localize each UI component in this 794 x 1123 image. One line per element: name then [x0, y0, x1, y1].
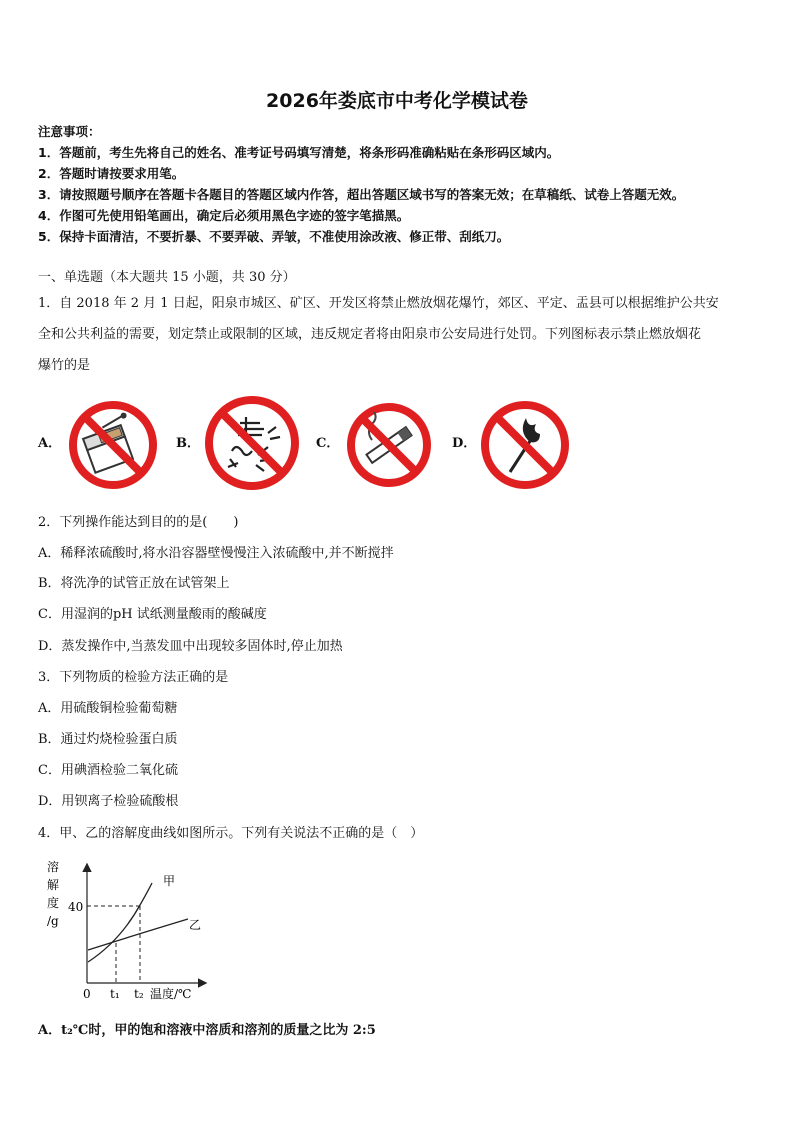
no-matches-icon	[66, 398, 160, 492]
question-2-stem: 2．下列操作能达到目的的是( )	[38, 515, 239, 530]
no-open-flame-icon	[478, 398, 572, 492]
y-label-char: /g	[47, 914, 59, 928]
question-3-stem: 3．下列物质的检验方法正确的是	[38, 670, 229, 685]
notice-item: 4．作图可先使用铅笔画出，确定后必须用黑色字迹的签字笔描黑。	[38, 208, 410, 223]
section-heading: 一、单选题（本大题共 15 小题，共 30 分）	[38, 270, 296, 285]
option-d-label: D．	[452, 436, 477, 451]
question-2-option-b: B．将洗净的试管正放在试管架上	[38, 576, 230, 591]
notice-heading: 注意事项：	[38, 124, 101, 139]
question-3-option-c: C．用碘酒检验二氧化硫	[38, 763, 178, 778]
question-3-option-d: D．用钡离子检验硫酸根	[38, 794, 179, 809]
notice-item: 3．请按照题号顺序在答题卡各题目的答题区域内作答，超出答题区域书写的答案无效；在草稿纸、试卷上答题无效。	[38, 187, 685, 202]
no-smoking-icon	[344, 400, 434, 490]
option-c-label: C．	[316, 436, 340, 451]
question-1-line: 全和公共利益的需要，划定禁止或限制的区域，违反规定者将由阳泉市公安局进行处罚。下列图标表示禁止燃放烟花	[38, 327, 702, 342]
curve-jia	[88, 883, 152, 962]
y-label-char: 解	[47, 878, 60, 892]
question-2-option-a: A．稀释浓硫酸时,将水沿容器壁慢慢注入浓硫酸中,并不断搅拌	[38, 546, 394, 561]
series-yi-label: 乙	[189, 918, 202, 932]
option-a-label: A．	[38, 436, 62, 451]
y-label-char: 溶	[47, 860, 60, 874]
y-tick-label: 40	[68, 900, 84, 914]
notice-item: 2．答题时请按要求用笔。	[38, 166, 185, 181]
question-1-line: 爆竹的是	[38, 358, 91, 373]
curve-yi	[88, 919, 188, 950]
question-4-option-a: A．t₂℃时，甲的饱和溶液中溶质和溶剂的质量之比为 2:5	[38, 1023, 376, 1038]
question-3-option-b: B．通过灼烧检验蛋白质	[38, 732, 178, 747]
question-2-option-c: C．用湿润的pH 试纸测量酸雨的酸碱度	[38, 607, 267, 622]
notice-item: 5．保持卡面清洁，不要折暴、不要弄破、弄皱，不准使用涂改液、修正带、刮纸刀。	[38, 229, 510, 244]
x-axis-label: 温度/℃	[150, 987, 192, 1001]
question-1-line: 1．自 2018 年 2 月 1 日起，阳泉市城区、矿区、开发区将禁止燃放烟花爆竹，郊区、平定、盂县可以根据维护公共安	[38, 296, 719, 311]
t1-label: t₁	[110, 987, 120, 1001]
question-4-stem: 4．甲、乙的溶解度曲线如图所示。下列有关说法不正确的是（ ）	[38, 826, 424, 841]
notice-item: 1．答题前，考生先将自己的姓名、准考证号码填写清楚，将条形码准确粘贴在条形码区域内。	[38, 145, 560, 160]
series-jia-label: 甲	[163, 874, 176, 888]
t2-label: t₂	[134, 987, 144, 1001]
question-3-option-a: A．用硫酸铜检验葡萄糖	[38, 701, 178, 716]
solubility-graph	[40, 855, 220, 1005]
option-b-label: B．	[176, 436, 200, 451]
no-fireworks-icon	[202, 393, 302, 493]
page-title: 2026年娄底市中考化学模试卷	[266, 90, 528, 112]
origin-label: 0	[83, 987, 91, 1001]
y-label-char: 度	[47, 896, 60, 910]
question-2-option-d: D．蒸发操作中,当蒸发皿中出现较多固体时,停止加热	[38, 639, 343, 654]
